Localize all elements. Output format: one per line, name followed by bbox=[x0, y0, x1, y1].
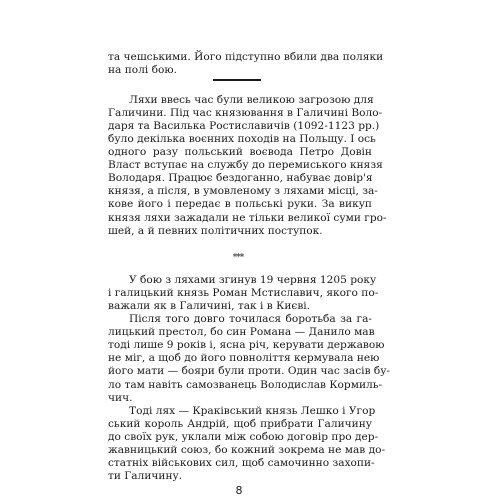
section-break-asterisks: *** bbox=[232, 252, 244, 263]
text-line: його мати — бояри були проти. Один час засів бу- bbox=[108, 365, 391, 378]
text-line: Після того довго точилася боротьба за га- bbox=[129, 313, 372, 326]
text-line: і галицький князь Роман Мстиславич, якого по- bbox=[108, 287, 379, 300]
text-line: на полі бою. bbox=[108, 64, 178, 77]
text-line: не міг, а щоб до його повноліття кермувала нею bbox=[108, 352, 380, 365]
text-line: ський король Андрій, щоб прибрати Галичину bbox=[108, 417, 372, 430]
section-divider-rule bbox=[213, 79, 261, 81]
page-number: 8 bbox=[235, 484, 243, 497]
text-line: тоді лише 9 років і, ясна річ, керувати державою bbox=[108, 339, 385, 352]
text-line: князя ляхи зажадали не тільки великої суми гро- bbox=[108, 211, 387, 224]
text-line: У бою з ляхами згинув 19 червня 1205 року bbox=[129, 274, 377, 287]
text-line: даря та Василька Ростиславичів (1092-1123 рр.) bbox=[108, 120, 380, 133]
text-line: Тоді лях — Краківський князь Лешко і Угор bbox=[129, 404, 376, 417]
text-line: одного разу польський воєвода Петро Довін bbox=[108, 146, 372, 159]
text-line: чич. bbox=[108, 391, 133, 404]
text-line: статніх військових сил, щоб самочинно захопи- bbox=[108, 456, 375, 469]
text-line: лицький престол, бо син Романа — Данило мав bbox=[108, 326, 375, 339]
text-line: шей, а й певних політичних поступок. bbox=[108, 224, 323, 237]
text-line: Власт вступає на службу до перемиського князя bbox=[108, 159, 383, 172]
text-line: Володаря. Працює бездоганно, набуває довір'я bbox=[108, 172, 373, 185]
text-line: ти Галичину. bbox=[108, 470, 183, 482]
text-line: та чешськими. Його підступно вбили два поляки bbox=[108, 51, 384, 63]
text-line: було декілька воєнних походів на Польщу. І ось bbox=[108, 133, 376, 146]
text-line: кове його і передає в польські руки. За викуп bbox=[108, 198, 372, 211]
text-line: Ляхи ввесь час були великою загрозою для bbox=[129, 93, 374, 106]
text-line: до своїх рук, уклали між собою договір про дер- bbox=[108, 430, 379, 443]
text-line: ло там навіть самозванець Володислав Кормиль- bbox=[108, 378, 383, 391]
text-line: князя, а після, в умовленому з ляхами місці, за- bbox=[108, 185, 378, 198]
text-line: важали як в Галичині, так і в Києві. bbox=[108, 300, 311, 313]
text-line: Галичини. Під час князювання в Галичині Воло- bbox=[108, 106, 383, 119]
text-line: жавницький союз, бо кожний зокрема не мав до- bbox=[108, 443, 386, 456]
